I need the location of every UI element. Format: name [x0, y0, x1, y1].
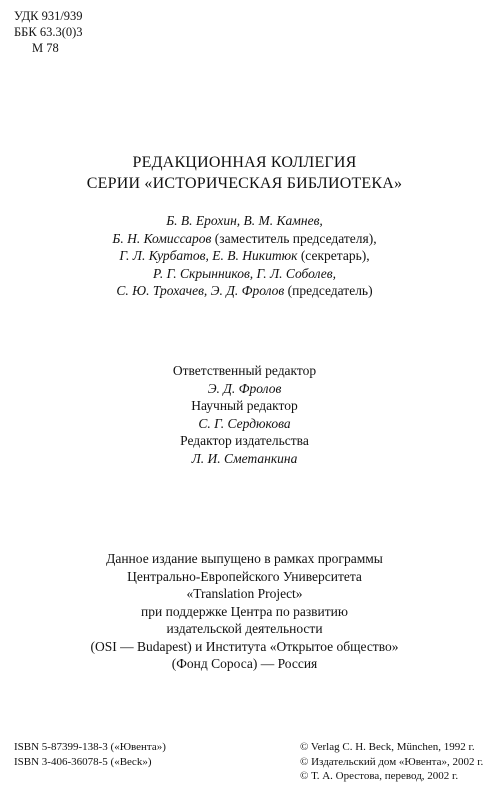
responsible-editor-label: Ответственный редактор [172, 363, 317, 378]
member-line [0, 230, 489, 248]
isbn-block [14, 740, 166, 769]
copyright-block [300, 740, 483, 784]
program-line: (OSI — Budapest) и Института «Открытое общество» [90, 638, 399, 654]
copyright-line: © Verlag C. H. Beck, München, 1992 г. [300, 741, 475, 753]
publishing-editor-label: Редактор издательства [180, 433, 309, 448]
isbn-line: ISBN 3-406-36078-5 («Beck») [14, 755, 152, 768]
scientific-editor-name: С. Г. Сердюкова [198, 415, 291, 431]
scientific-editor-label: Научный редактор [191, 398, 298, 413]
member-line [0, 247, 489, 265]
program-line: Данное издание выпущено в рамках программы [106, 551, 383, 566]
editorial-board-title [0, 152, 489, 194]
isbn-line: ISBN 5-87399-138-3 («Ювента») [14, 741, 166, 753]
member-names: С. Ю. Трохачев, Э. Д. Фролов [116, 283, 285, 298]
copyright-line: © Издательский дом «Ювента», 2002 г. [300, 755, 484, 768]
editors-block [0, 362, 489, 467]
author-mark: М 78 [32, 41, 59, 55]
board-title-line-2: СЕРИИ «ИСТОРИЧЕСКАЯ БИБЛИОТЕКА» [86, 175, 403, 192]
member-line [0, 282, 489, 300]
program-line: (Фонд Сороса) — Россия [171, 656, 318, 671]
member-names: Р. Г. Скрынников, Г. Л. Соболев, [152, 265, 337, 281]
bbk-code: ББК 63.3(0)3 [14, 25, 83, 39]
member-role: (заместитель председателя), [211, 230, 377, 246]
publishing-editor-name: Л. И. Сметанкина [191, 450, 298, 466]
member-line [0, 265, 489, 283]
board-title-line-1: РЕДАКЦИОННАЯ КОЛЛЕГИЯ [132, 154, 357, 171]
classification-codes [14, 8, 83, 56]
member-role: (председатель) [284, 283, 373, 298]
program-line: издательской деятельности [166, 621, 323, 636]
program-notice [0, 550, 489, 673]
member-names: Б. Н. Комиссаров [112, 230, 212, 246]
member-names: Г. Л. Курбатов, Е. В. Никитюк [119, 248, 298, 263]
udk-code: УДК 931/939 [14, 9, 83, 23]
responsible-editor-name: Э. Д. Фролов [207, 380, 282, 396]
program-line: при поддержке Центра по развитию [141, 603, 348, 619]
program-line: «Translation Project» [186, 586, 303, 601]
member-names: Б. В. Ерохин, В. М. Камнев, [166, 213, 323, 228]
program-line: Центрально-Европейского Университета [127, 568, 362, 584]
editorial-board-members [0, 212, 489, 300]
member-line [0, 212, 489, 230]
member-role: (секретарь), [297, 248, 370, 263]
copyright-line: © Т. А. Орестова, перевод, 2002 г. [300, 770, 459, 782]
